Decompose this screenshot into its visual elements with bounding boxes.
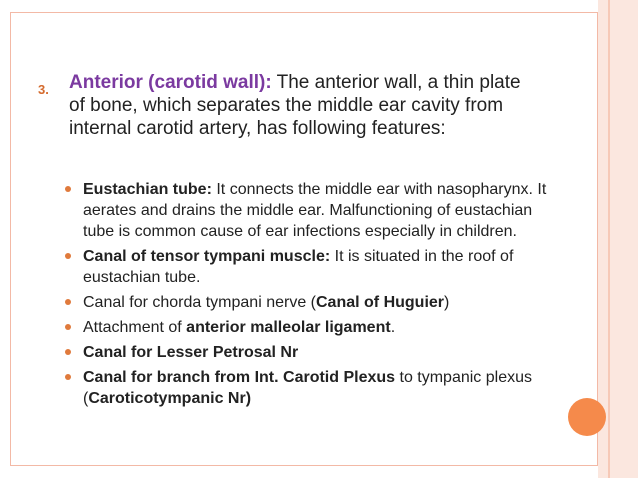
bullet-icon xyxy=(65,253,71,259)
bullet-text-prefix: Canal for chorda tympani nerve ( xyxy=(83,294,316,311)
bullet-text: It connects the middle ear with nasopharynx. It aerates and drains the middle ear. Malfunctioning of eustachian tube is common cause of ear infections especially in children. xyxy=(83,181,547,240)
bullet-bold: Canal for branch from Int. Carotid Plexus xyxy=(83,369,396,386)
bullet-bold: anterior malleolar ligament xyxy=(186,319,391,336)
bullet-icon xyxy=(65,324,71,330)
bullet-text: . xyxy=(390,319,396,336)
bullet-icon xyxy=(65,374,71,380)
point-paragraph xyxy=(69,71,539,140)
side-decoration-band xyxy=(598,0,638,478)
bullet-bold-2: Caroticotympanic Nr) xyxy=(88,390,252,407)
bullet-text: ) xyxy=(444,294,450,311)
bullet-icon xyxy=(65,186,71,192)
list-item xyxy=(64,246,554,288)
bullet-bold: Canal of tensor tympani muscle: xyxy=(83,248,331,265)
feature-list xyxy=(64,179,554,413)
point-body: The anterior wall, a thin plate of bone, which separates the middle ear cavity from internal carotid artery, has following features: xyxy=(69,72,521,139)
list-item xyxy=(64,317,554,338)
bullet-bold: Canal for Lesser Petrosal Nr xyxy=(83,344,299,361)
point-number: 3. xyxy=(38,82,49,97)
bullet-text-prefix: Attachment of xyxy=(83,319,187,336)
bullet-icon xyxy=(65,299,71,305)
orange-circle-decoration xyxy=(568,398,606,436)
list-item xyxy=(64,292,554,313)
bullet-bold: Eustachian tube: xyxy=(83,181,212,198)
list-item xyxy=(64,179,554,242)
bullet-bold: Canal of Huguier xyxy=(316,294,445,311)
bullet-text: to tympanic plexus ( xyxy=(83,369,532,407)
point-heading: Anterior (carotid wall): xyxy=(69,72,272,93)
list-item xyxy=(64,367,554,409)
bullet-text: It is situated in the roof of eustachian tube. xyxy=(83,248,514,286)
bullet-icon xyxy=(65,349,71,355)
list-item xyxy=(64,342,554,363)
side-decoration-line xyxy=(608,0,610,478)
